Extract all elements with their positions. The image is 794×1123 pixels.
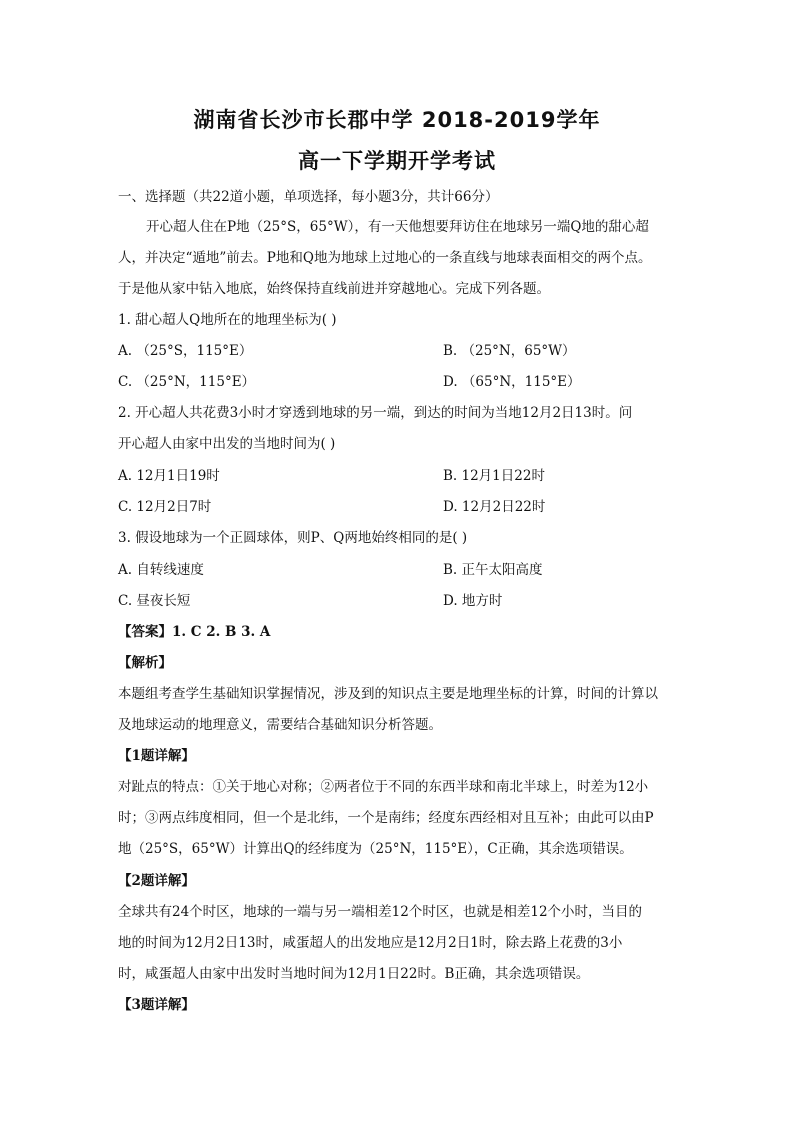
detail-1-line-3: 地（25°S，65°W）计算出Q的经纬度为（25°N，115°E），C正确，其余选项错误。 <box>118 841 633 857</box>
analysis-line-1: 本题组考查学生基础知识掌握情况，涉及到的知识点主要是地理坐标的计算，时间的计算以 <box>118 686 658 702</box>
question-1-option-c: C. （25°N，115°E） <box>118 374 256 390</box>
question-1-option-a: A. （25°S，115°E） <box>118 343 253 359</box>
document-title: 湖南省长沙市长郡中学 2018-2019学年 <box>193 108 601 132</box>
question-1-stem: 1. 甜心超人Q地所在的地理坐标为( ) <box>118 312 337 328</box>
question-3-option-d: D. 地方时 <box>443 593 503 609</box>
detail-2-line-3: 时，咸蛋超人由家中出发时当地时间为12月1日22时。B正确，其余选项错误。 <box>118 966 590 982</box>
answer-key: 【答案】1. C 2. B 3. A <box>118 624 271 640</box>
detail-1-line-2: 时；③两点纬度相同，但一个是北纬，一个是南纬；经度东西经相对且互补；由此可以由P <box>118 810 654 826</box>
question-1-option-b: B. （25°N，65°W） <box>443 343 576 359</box>
analysis-heading: 【解析】 <box>118 655 172 671</box>
analysis-line-2: 及地球运动的地理意义，需要结合基础知识分析答题。 <box>118 717 442 733</box>
question-2-stem-line-1: 2. 开心超人共花费3小时才穿透到地球的另一端，到达的时间为当地12月2日13时。问 <box>118 405 633 421</box>
detail-2-line-2: 地的时间为12月2日13时，咸蛋超人的出发地应是12月2日1时，除去路上花费的3小 <box>118 935 623 951</box>
document-subtitle: 高一下学期开学考试 <box>298 149 496 173</box>
intro-line-1: 开心超人住在P地（25°S，65°W），有一天他想要拜访住在地球另一端Q地的甜心超 <box>146 219 649 235</box>
question-2-option-b: B. 12月1日22时 <box>443 468 545 484</box>
intro-line-3: 于是他从家中钻入地底，始终保持直线前进并穿越地心。完成下列各题。 <box>118 281 550 297</box>
question-3-option-a: A. 自转线速度 <box>118 562 204 578</box>
question-2-option-c: C. 12月2日7时 <box>118 499 212 515</box>
question-2-option-a: A. 12月1日19时 <box>118 468 220 484</box>
question-2-stem-line-2: 开心超人由家中出发的当地时间为( ) <box>118 436 336 452</box>
question-3-option-c: C. 昼夜长短 <box>118 593 191 609</box>
question-3-option-b: B. 正午太阳高度 <box>443 562 543 578</box>
intro-line-2: 人，并决定“遁地”前去。P地和Q地为地球上过地心的一条直线与地球表面相交的两个点。 <box>118 250 652 266</box>
question-1-option-d: D. （65°N，115°E） <box>443 374 581 390</box>
detail-1-heading: 【1题详解】 <box>118 748 195 764</box>
detail-2-heading: 【2题详解】 <box>118 873 195 889</box>
detail-3-heading: 【3题详解】 <box>118 997 195 1013</box>
question-3-stem: 3. 假设地球为一个正圆球体，则P、Q两地始终相同的是( ) <box>118 530 468 546</box>
detail-1-line-1: 对趾点的特点：①关于地心对称；②两者位于不同的东西半球和南北半球上，时差为12小 <box>118 779 649 795</box>
question-2-option-d: D. 12月2日22时 <box>443 499 546 515</box>
section-heading: 一、选择题（共22道小题，单项选择，每小题3分，共计66分） <box>118 189 499 205</box>
detail-2-line-1: 全球共有24个时区，地球的一端与另一端相差12个时区，也就是相差12个小时，当目的 <box>118 904 643 920</box>
